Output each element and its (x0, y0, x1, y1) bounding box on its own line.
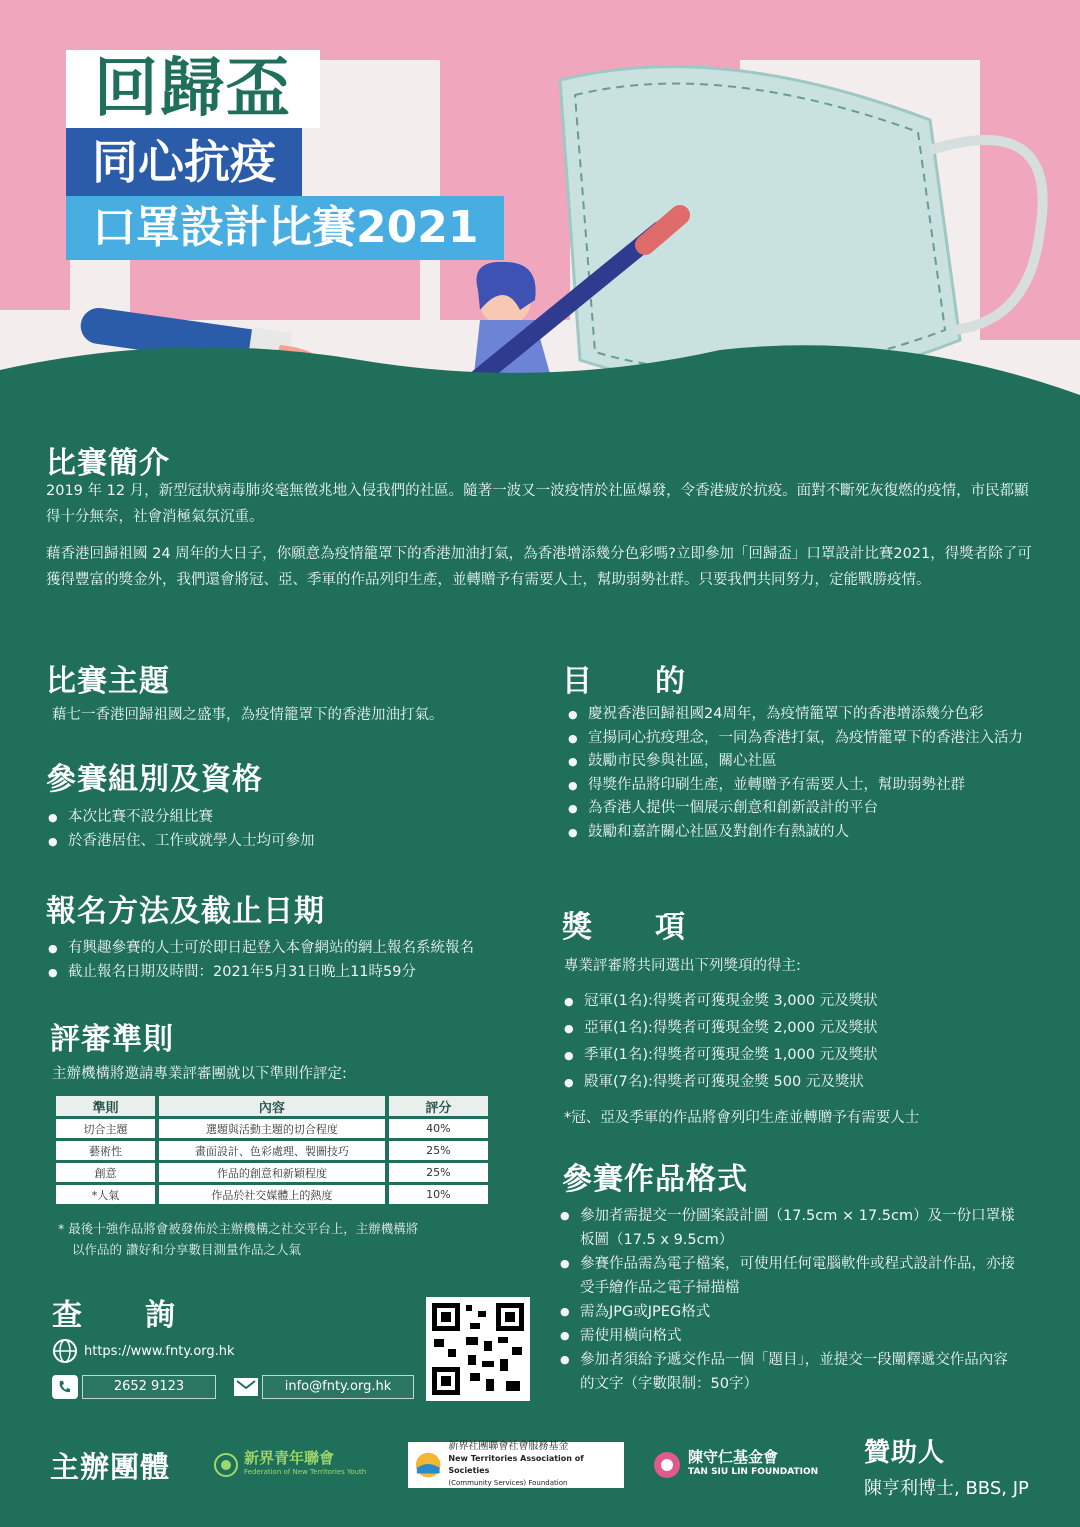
list-item: ● 參加者須給予遞交作品一個「題目」，並提交一段闡釋遞交作品內容的文字（字數限制：50字） (560, 1348, 1020, 1396)
judging-intro: 主辦機構將邀請專業評審團就以下準則作評定: (52, 1066, 347, 1082)
list-item: ● 需使用橫向格式 (560, 1324, 1020, 1348)
list-item: ● 需為JPG或JPEG格式 (560, 1300, 1020, 1324)
table-header: 內容 (159, 1096, 385, 1116)
table-cell: 選題與活動主題的切合程度 (159, 1119, 385, 1138)
website-link[interactable]: https://www.fnty.org.hk (84, 1343, 235, 1359)
org2-name-cn: 新界社團聯會社會服務基金 (448, 1441, 569, 1452)
qr-code[interactable] (426, 1297, 530, 1401)
list-item: ● 得獎作品將印刷生產，並轉贈予有需要人士，幫助弱勢社群 (568, 774, 1030, 798)
registration-list (48, 937, 548, 984)
table-cell: 25% (389, 1163, 488, 1182)
table-cell: 創意 (56, 1163, 155, 1182)
org3-name-cn: 陳守仁基金會 (688, 1448, 779, 1466)
website-row (52, 1338, 235, 1364)
org3-name-en: TAN SIU LIN FOUNDATION (688, 1467, 819, 1477)
main-title: 回歸盃 (66, 50, 320, 128)
org1-name-en: Federation of New Territories Youth (244, 1468, 367, 1476)
list-item: ● 為香港人提供一個展示創意和創新設計的平台 (568, 797, 1030, 821)
email-address[interactable]: info@fnty.org.hk (262, 1375, 414, 1399)
list-item: ● 有興趣參賽的人士可於即日起登入本會網站的網上報名系統報名 (48, 937, 548, 961)
format-list (560, 1204, 1020, 1396)
list-item: ● 宣揚同心抗疫理念，一同為香港打氣，為疫情籠罩下的香港注入活力 (568, 727, 1030, 751)
eligibility-list (48, 806, 528, 853)
table-row (56, 1163, 488, 1182)
org1-name-cn: 新界青年聯會 (244, 1449, 335, 1467)
objectives-list (568, 703, 1030, 844)
format-heading: 參賽作品格式 (562, 1162, 748, 1197)
table-header: 評分 (389, 1096, 488, 1116)
registration-heading: 報名方法及截止日期 (46, 894, 325, 929)
sponsor-label: 贊助人 (864, 1438, 946, 1468)
list-item: ● 慶祝香港回歸祖國24周年，為疫情籠罩下的香港增添幾分色彩 (568, 703, 1030, 727)
globe-icon (52, 1338, 78, 1364)
table-cell: 作品的創意和新穎程度 (159, 1163, 385, 1182)
intro-paragraph-2: 藉香港回歸祖國 24 周年的大日子，你願意為疫情籠罩下的香港加油打氣，為香港增添幾分色彩嗎?立即參加「回歸盃」口罩設計比賽2021，得獎者除了可獲得豐富的獎金外，我們還會將冠、亞、季軍的作品列印生產，並轉贈予有需要人士，幫助弱勢社群。只要我們共同努力，定能戰勝疫情。 (46, 546, 1032, 588)
org1-logo (208, 1446, 378, 1484)
email-icon (234, 1378, 258, 1396)
awards-intro: 專業評審將共同選出下列獎項的得主: (564, 958, 801, 974)
org3-emblem-icon (652, 1450, 682, 1480)
table-row (56, 1119, 488, 1138)
table-cell: 作品於社交媒體上的熱度 (159, 1185, 385, 1204)
intro-paragraph-1: 2019 年 12 月，新型冠狀病毒肺炎毫無徵兆地入侵我們的社區。隨著一波又一波疫情於社區爆發，令香港疲於抗疫。面對不斷死灰復燃的疫情，市民都顯得十分無奈，社會消極氣氛沉重。 (46, 483, 1029, 525)
phone-icon (52, 1375, 78, 1399)
org2-name-en2: (Community Services) Foundation (448, 1479, 568, 1487)
judging-note-1: * 最後十強作品將會被發佈於主辦機構之社交平台上，主辦機構將 (58, 1221, 419, 1236)
list-item: ● 季軍(1名):得獎者可獲現金獎 1,000 元及獎狀 (564, 1042, 1034, 1069)
sponsor-name: 陳亨利博士, BBS, JP (864, 1478, 1029, 1499)
list-item: ● 本次比賽不設分組比賽 (48, 806, 528, 830)
awards-note: *冠、亞及季軍的作品將會列印生產並轉贈予有需要人士 (564, 1110, 920, 1126)
list-item: ● 鼓勵市民參與社區，關心社區 (568, 750, 1030, 774)
awards-heading: 獎 項 (562, 910, 686, 945)
list-item: ● 參加者需提交一份圖案設計圖（17.5cm × 17.5cm）及一份口罩樣板圖（17.5 x 9.5cm） (560, 1204, 1020, 1252)
judging-heading: 評審準則 (50, 1022, 174, 1057)
org2-emblem-icon (414, 1450, 442, 1480)
org1-emblem-icon (214, 1453, 238, 1477)
table-cell: 切合主題 (56, 1119, 155, 1138)
judging-note-2: 以作品的 讚好和分享數目測量作品之人氣 (72, 1242, 301, 1257)
table-header: 準則 (56, 1096, 155, 1116)
table-row (56, 1141, 488, 1160)
phone-row (52, 1375, 414, 1399)
list-item: ● 參賽作品需為電子檔案，可使用任何電腦軟件或程式設計作品，亦接受手繪作品之電子掃描檔 (560, 1252, 1020, 1300)
table-cell: 藝術性 (56, 1141, 155, 1160)
table-cell: 畫面設計、色彩處理、製圖技巧 (159, 1141, 385, 1160)
table-cell: 10% (389, 1185, 488, 1204)
table-row (56, 1185, 488, 1204)
org3-logo (646, 1446, 832, 1484)
judging-table (52, 1093, 492, 1207)
list-item: ● 殿軍(7名):得獎者可獲現金獎 500 元及獎狀 (564, 1069, 1034, 1096)
objectives-heading: 目 的 (562, 664, 686, 699)
list-item: ● 亞軍(1名):得獎者可獲現金獎 2,000 元及獎狀 (564, 1015, 1034, 1042)
eligibility-heading: 參賽組別及資格 (46, 762, 263, 797)
subtitle-2: 口罩設計比賽2021 (66, 196, 504, 260)
table-cell: 40% (389, 1119, 488, 1138)
awards-list (564, 988, 1034, 1096)
table-cell: 25% (389, 1141, 488, 1160)
list-item: ● 截止報名日期及時間：2021年5月31日晚上11時59分 (48, 961, 548, 985)
theme-heading: 比賽主題 (46, 664, 170, 699)
table-cell: *人氣 (56, 1185, 155, 1204)
org2-logo (408, 1442, 624, 1488)
theme-text: 藉七一香港回歸祖國之盛事，為疫情籠罩下的香港加油打氣。 (52, 707, 444, 723)
list-item: ● 冠軍(1名):得獎者可獲現金獎 3,000 元及獎狀 (564, 988, 1034, 1015)
organizer-label: 主辦團體 (50, 1450, 171, 1484)
org2-name-en: New Territories Association of Societies (448, 1454, 584, 1475)
phone-number[interactable]: 2652 9123 (82, 1375, 216, 1399)
subtitle-1: 同心抗疫 (66, 128, 302, 196)
list-item: ● 於香港居住、工作或就學人士均可參加 (48, 830, 528, 854)
enquiry-heading: 查 詢 (52, 1298, 176, 1333)
intro-heading: 比賽簡介 (46, 446, 170, 481)
list-item: ● 鼓勵和嘉許關心社區及對創作有熱誠的人 (568, 821, 1030, 845)
